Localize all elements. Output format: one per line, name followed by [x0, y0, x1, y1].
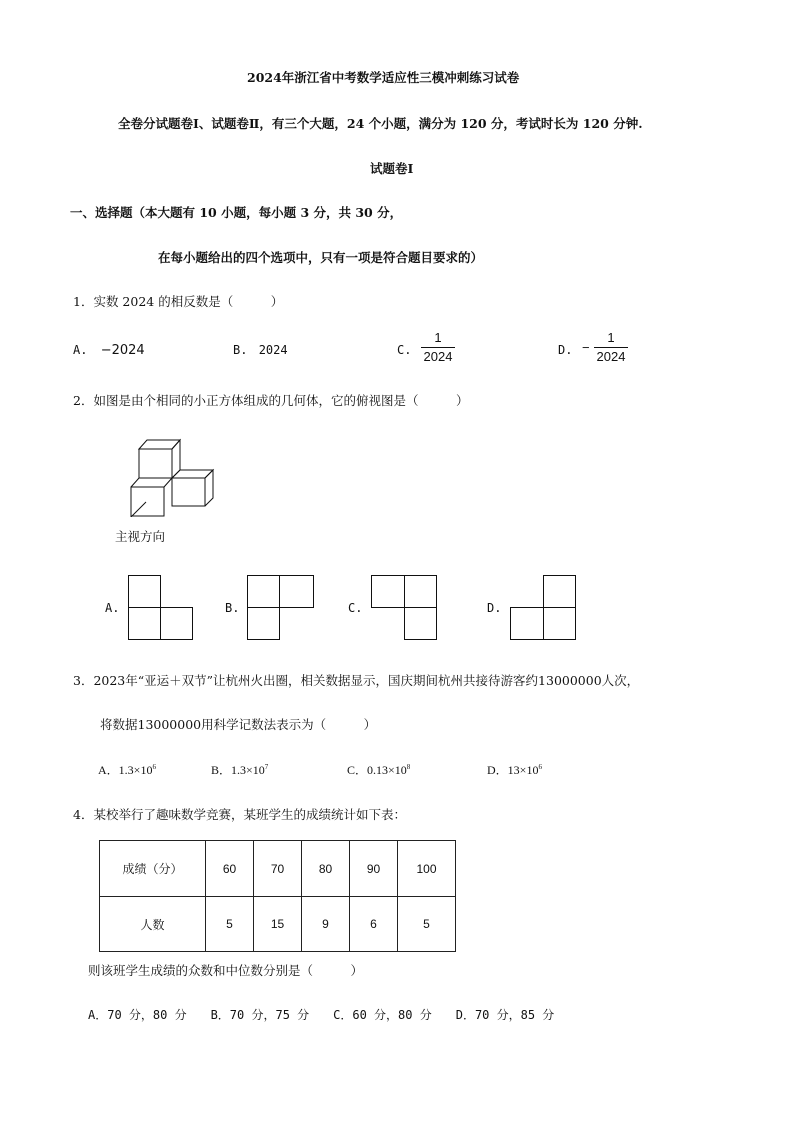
q4-question: 则该班学生成绩的众数和中位数分别是（ ）	[88, 963, 364, 978]
q1-option-d-fraction	[593, 329, 629, 366]
q3-stem-line2: 将数据13000000用科学记数法表示为（ ）	[100, 717, 377, 732]
q1-option-d-sign: −	[582, 340, 590, 355]
q1-option-c-label: C.	[397, 343, 412, 357]
q1-stem: 1．实数 2024 的相反数是（ ）	[73, 294, 284, 309]
direction-label: 主视方向	[115, 529, 166, 544]
q1-option-a	[73, 343, 145, 358]
paper-label: 试题卷Ⅰ	[370, 161, 414, 176]
q3-option-a-exponent: 6	[152, 763, 156, 771]
q3-option-b-value: 1.3×10	[231, 763, 265, 777]
q3-option-b-exponent: 7	[264, 763, 269, 771]
q1-option-b-label: B.	[233, 343, 248, 357]
q3-option-a-value: 1.3×10	[118, 763, 153, 777]
q1-option-c-numerator: 1	[434, 330, 442, 345]
q2-option-c-label: C.	[348, 601, 363, 615]
q3-option-b	[211, 761, 268, 778]
q2-option-d-figure	[509, 574, 579, 642]
q1-option-b-value: 2024	[258, 343, 288, 357]
q1-option-a-label: A.	[73, 343, 88, 357]
q1-option-a-value: −2024	[100, 343, 145, 358]
q1-option-c-fraction	[420, 329, 456, 366]
q3-option-a	[98, 761, 156, 778]
score-cell: 60	[206, 841, 254, 897]
q3-option-d-exponent: 6	[538, 763, 542, 771]
q1-option-b	[233, 343, 288, 357]
cube-stack-figure	[110, 432, 220, 517]
q3-option-c-label: C．	[347, 763, 368, 777]
score-row	[100, 841, 456, 897]
q2-option-b-label: B.	[225, 601, 240, 615]
exam-intro: 全卷分试题卷Ⅰ、试题卷Ⅱ，有三个大题，24 个小题，满分为 120 分，考试时长为 120 分钟.	[118, 116, 643, 131]
q3-option-c	[347, 761, 410, 778]
score-cell: 80	[302, 841, 350, 897]
count-cell: 6	[350, 897, 398, 952]
q3-option-d-label: D．	[487, 763, 508, 777]
q2-option-a-label: A.	[105, 601, 120, 615]
q3-option-c-exponent: 8	[406, 763, 411, 771]
score-cell: 90	[350, 841, 398, 897]
count-header-cell: 人数	[100, 897, 206, 952]
q2-option-b-figure	[246, 574, 316, 642]
q2-option-d-label: D.	[487, 601, 502, 615]
q3-option-a-label: A．	[98, 763, 119, 777]
q3-option-d	[487, 761, 542, 778]
q1-option-d-numerator: 1	[607, 330, 615, 345]
q4-options: A．70 分，80 分 B．70 分，75 分 C．60 分，80 分 D．70 分，85 分	[88, 1008, 555, 1022]
exam-title: 2024年浙江省中考数学适应性三模冲刺练习试卷	[247, 70, 520, 85]
score-cell: 70	[254, 841, 302, 897]
score-header-cell: 成绩（分）	[100, 841, 206, 897]
q3-stem: 3．2023年“亚运＋双节”让杭州火出圈，相关数据显示，国庆期间杭州共接待游客约13000000人次，	[73, 673, 640, 688]
q2-option-c-figure	[370, 574, 440, 642]
score-table	[99, 840, 456, 952]
q3-option-d-value: 13×10	[507, 763, 539, 777]
q2-option-a-figure	[126, 574, 196, 642]
q1-option-d-label: D.	[558, 343, 573, 357]
section-note: 在每小题给出的四个选项中，只有一项是符合题目要求的）	[158, 250, 484, 265]
count-cell: 5	[206, 897, 254, 952]
q3-option-c-value: 0.13×10	[367, 763, 407, 777]
q4-stem: 4．某校举行了趣味数学竞赛，某班学生的成绩统计如下表：	[73, 807, 406, 822]
count-cell: 5	[398, 897, 456, 952]
count-row	[100, 897, 456, 952]
q1-option-d-denominator: 2024	[596, 349, 626, 364]
score-cell: 100	[398, 841, 456, 897]
count-cell: 15	[254, 897, 302, 952]
section-heading: 一、选择题（本大题有 10 小题，每小题 3 分，共 30 分，	[70, 205, 403, 220]
q3-option-b-label: B．	[211, 763, 232, 777]
q1-option-c-denominator: 2024	[423, 349, 453, 364]
q2-stem: 2．如图是由个相同的小正方体组成的几何体，它的俯视图是（ ）	[73, 393, 469, 408]
count-cell: 9	[302, 897, 350, 952]
